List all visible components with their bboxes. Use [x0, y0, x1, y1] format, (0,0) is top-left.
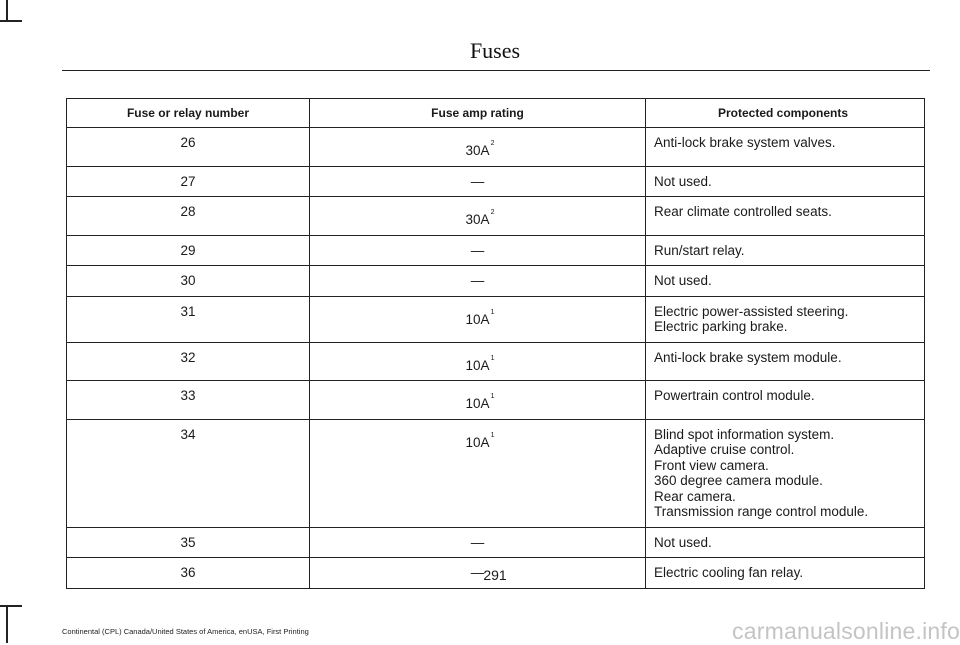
protected-components: [646, 235, 925, 266]
page-number: 291: [483, 567, 507, 583]
component-line: Not used.: [654, 173, 712, 189]
component-line: Rear camera.: [654, 488, 736, 504]
amp-rating-value: 30A: [465, 212, 490, 227]
footnote-marker: 2: [490, 140, 495, 147]
watermark: carmanualsonline.info: [732, 618, 960, 644]
amp-rating: [471, 243, 485, 259]
fuse-number: 31: [67, 296, 310, 342]
component-line: Electric cooling fan relay.: [654, 565, 804, 580]
amp-rating: [465, 431, 495, 451]
protected-components: [646, 166, 925, 197]
component-line: Electric power-assisted steering.: [654, 303, 849, 319]
component-line: 360 degree camera module.: [654, 473, 823, 488]
fuse-number: 34: [67, 419, 310, 527]
table-row: [67, 235, 925, 266]
amp-rating-cell: [310, 381, 646, 420]
component-line: Powertrain control module.: [654, 388, 815, 403]
fuse-table: [66, 98, 925, 589]
component-line: Run/start relay.: [654, 242, 745, 258]
fuse-number: 33: [67, 381, 310, 420]
fuse-number: 35: [67, 527, 310, 558]
amp-rating-cell: [310, 235, 646, 266]
amp-rating-value: —: [470, 173, 485, 189]
fuse-number: 30: [67, 266, 310, 297]
table-header-row: [67, 99, 925, 128]
component-line: Electric parking brake.: [654, 319, 788, 334]
footnote-marker: 1: [490, 354, 495, 362]
fuse-number: 27: [67, 166, 310, 197]
amp-rating-cell: [310, 527, 646, 558]
amp-rating: [471, 535, 485, 551]
table-row: [67, 266, 925, 297]
crop-mark-bottom-left-vertical: [6, 605, 8, 643]
amp-rating: [465, 140, 495, 159]
amp-rating-value: 10A: [465, 357, 490, 373]
amp-rating-cell: [310, 128, 646, 167]
protected-components: [646, 527, 925, 558]
edition-footer: Continental (CPL) Canada/United States of America, enUSA, First Printing: [62, 627, 309, 636]
amp-rating-value: —: [470, 534, 485, 550]
amp-rating-cell: [310, 166, 646, 197]
fuse-table-body: [67, 128, 925, 589]
crop-mark-top-left-vertical: [6, 0, 8, 22]
table-row: [67, 419, 925, 527]
amp-rating-cell: [310, 266, 646, 297]
amp-rating-value: —: [470, 242, 485, 258]
amp-rating-cell: [310, 296, 646, 342]
component-line: Anti-lock brake system module.: [654, 349, 842, 365]
fuse-number: 32: [67, 342, 310, 381]
component-line: Not used.: [654, 534, 712, 550]
component-line: Not used.: [654, 273, 712, 288]
component-line: Rear climate controlled seats.: [654, 204, 832, 219]
table-row: [67, 128, 925, 167]
component-line: Front view camera.: [654, 457, 769, 473]
fuse-number: 26: [67, 128, 310, 167]
table-row: [67, 527, 925, 558]
amp-rating-value: 30A: [465, 143, 490, 158]
table-row: [67, 381, 925, 420]
amp-rating: [471, 273, 485, 289]
amp-rating: [465, 393, 495, 412]
amp-rating-value: 10A: [465, 396, 490, 411]
amp-rating: [465, 354, 495, 374]
protected-components: [646, 128, 925, 167]
fuse-number: 28: [67, 197, 310, 236]
page-title: Fuses: [469, 38, 521, 63]
table-row: [67, 342, 925, 381]
amp-rating: [471, 174, 485, 190]
amp-rating: [465, 308, 495, 328]
footnote-marker: 2: [490, 209, 495, 216]
fuse-number: 36: [67, 558, 310, 589]
table-row: [67, 166, 925, 197]
amp-rating-value: —: [470, 565, 485, 580]
amp-rating-cell: [310, 197, 646, 236]
component-line: Blind spot information system.: [654, 426, 835, 442]
protected-components: [646, 342, 925, 381]
footnote-marker: 1: [490, 431, 495, 439]
footnote-marker: 1: [490, 308, 495, 316]
amp-rating-value: 10A: [465, 311, 490, 327]
component-line: Adaptive cruise control.: [654, 442, 795, 457]
table-row: [67, 197, 925, 236]
title-rule: [62, 70, 930, 71]
protected-components: [646, 419, 925, 527]
amp-rating-value: —: [470, 273, 485, 288]
protected-components: [646, 296, 925, 342]
column-header-amp-rating: Fuse amp rating: [310, 99, 646, 128]
column-header-protected-components: Protected components: [646, 99, 925, 128]
footnote-marker: 1: [490, 393, 495, 400]
protected-components: [646, 197, 925, 236]
crop-mark-bottom-left-horizontal: [0, 605, 22, 607]
crop-mark-top-left-horizontal: [0, 20, 22, 22]
component-line: Anti-lock brake system valves.: [654, 135, 836, 150]
protected-components: [646, 381, 925, 420]
amp-rating-cell: [310, 419, 646, 527]
fuse-number: 29: [67, 235, 310, 266]
component-line: Transmission range control module.: [654, 504, 869, 519]
amp-rating: [465, 209, 495, 228]
amp-rating-cell: [310, 342, 646, 381]
protected-components: [646, 266, 925, 297]
column-header-fuse-number: Fuse or relay number: [67, 99, 310, 128]
table-row: [67, 296, 925, 342]
amp-rating-value: 10A: [465, 434, 490, 450]
